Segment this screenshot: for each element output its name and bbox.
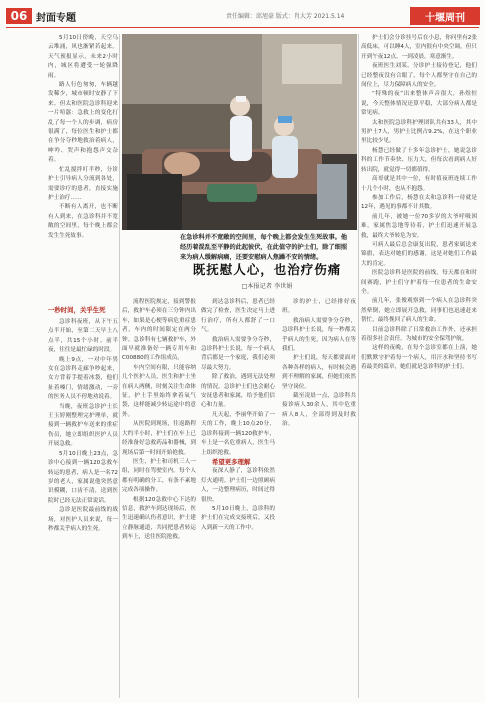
paragraph: 急诊科夜班，从下午五点半开始，至第二天早上八点半，共15个小时。前半夜，往往是最忙碌的时段。	[48, 319, 118, 354]
paragraph: 从医院到现场，往返路程大约半小时，护士们在车上已经准备好急救药品和器械，到现场后第一时间开始抢救。	[122, 421, 196, 456]
paragraph: 5月10日晚上，急诊科的护士们在完成交接班后，又投入到新一天的工作中。	[201, 505, 275, 531]
paragraph: 凡天起，李丽华开始了一天的工作，晚上10点20分，急诊科接到一辆120救护车，车上是一名危重病人，医生马上组织抢救。	[201, 411, 275, 456]
paragraph: 根据120急救中心下达的信息，救护车到达现场后，医生迅速确认伤者意识，护士建立静脉通道，共同把患者转运到车上，送往医院抢救。	[122, 496, 196, 541]
page-number: 06	[6, 8, 32, 24]
paragraph: 夜班医生刘某，分诊护士接待登记，他们已经整夜没有合眼了，每个人都坚守在自己的岗位上，尽力保障病人的安全。	[361, 63, 477, 89]
column-1-top	[48, 34, 118, 274]
subheading-one-second: 一秒时间，关乎生死	[48, 306, 106, 314]
paragraph: 诊的护士，已经排好夜班。	[282, 299, 356, 315]
paragraph: 车内空间有限，只能容纳几个医护人员，医生和护士坐在病人两侧，时刻关注生命体征，护士手里始终拿着氧气袋，这样能减少转运途中的意外。	[122, 364, 196, 418]
paragraph: 除了救治，遇到无法处理的情况，急诊护士们也会耐心安抚患者和家属，给予他们信心和力量。	[201, 374, 275, 409]
article-headline: 既抚慰人心，也治疗伤痛	[192, 262, 342, 277]
paragraph: 医院急诊科是医院的前线，每天都在和时间赛跑，护士们守护着每一位患者的生命安全。	[361, 270, 477, 295]
paragraph: 医生、护士和司机三人一组，同时在驾驶室内。每个人都有明确的分工，有条不紊地完成各项操作。	[122, 458, 196, 494]
brand-logo: 十堰周刊	[410, 7, 480, 25]
paragraph: 救治病人需要争分夺秒，急诊科护士长说，每一个病人背后都是一个家庭，我们必须尽最大努力。	[201, 336, 275, 371]
paragraph: 前几年，被她一位70多岁的大爷呼吸困难，家属焦急地等待着，护士们迅速开展急救，最终大爷转危为安。	[361, 213, 477, 239]
paragraph: 晚上9点，一对中年男女在急诊科走廊争吵起来，女方背着手提着冰袋，他们扯着嗓门，情绪激动，一旁的医务人员不停地劝说着。	[48, 356, 118, 401]
column-4	[282, 298, 356, 698]
paragraph: 5月10日晚上23点，急诊中心接到一辆120急救车转运的患者，病人是一名72岁的老人，家属说他突然意识模糊，口齿不清，送到医院时已经无法正常说话。	[48, 450, 118, 504]
paragraph: 流程医院规定，接到警报后，救护车必须在三分钟内出车，如果是心梗等病危重症患者，车内的时间限定在两分钟。急诊科有七辆救护车，外面早就准备好一辆专用车和C00880的工作组成员。	[122, 299, 196, 362]
column-5	[361, 34, 477, 698]
paragraph: 急诊是医院最前线的战场，对医护人员来说，每一秒都关乎病人的生死。	[48, 507, 118, 532]
column-divider	[119, 34, 120, 698]
paragraph: 当晚，夜班急诊护士长王玉婷刚整理完护理单，就接到一辆救护车送来的重症伤员，她立即组织医护人员开展急救。	[48, 403, 118, 448]
header-rule	[6, 27, 479, 28]
column-2	[122, 298, 196, 698]
photo-caption: 在急诊科并不宽敞的空间里，每个晚上都会发生生死故事。他经历着混乱至平静的此起彼伏，在此值守的护士们，除了细照来为病人缓解病痛，还要安慰病人焦躁不安的情绪。	[180, 234, 348, 261]
paragraph: 目前急诊科除了日常救治工作外，还承担着很多社会责任，为城市的安全保驾护航。	[361, 326, 477, 342]
paragraph: 忙乱搅拌叮半秒，分诊护士引导病人分流到各处，需要诊疗的患者，直接实施护士治疗……	[48, 166, 118, 201]
column-3	[201, 298, 275, 698]
paragraph: 5月10日傍晚，天空乌云堆涌，风也渐紧若起来。天气预报显示，未来2小时内，城区将遭受一轮强降雨。	[48, 35, 118, 79]
paragraph: 护士们说，每天都要面对各种各样的病人，有时候会遇到不理解的家属，但她们依然坚守岗位。	[282, 355, 356, 390]
paragraph: 到达急诊科后，患者已经做完了检查，医生决定马上进行治疗，所有人都舒了一口气。	[201, 299, 275, 334]
paragraph: 救治病人需要争分夺秒，急诊科护士长说，每一秒都关乎病人的生死，因为病人在等我们。	[282, 317, 356, 353]
paragraph: 护士们会分诊挂号后在小息，你问里有2张高低床，可以睡4人，室内很有中央空调，但只开到午夜12点，一到凌晨，寒意渐生。	[361, 35, 477, 60]
article-byline: □本报记者 李世娟	[241, 283, 293, 290]
paragraph: 高哥就是其中一位，有时值夜班连续工作十几个小时，也从不抱怨。	[361, 176, 477, 192]
paragraph: 不断有人离开，也不断有人到来，在急诊科并不宽敞的空间里，每个晚上都会发生生死故事。	[48, 204, 118, 239]
paragraph: 太和医院急诊科护理团队共有33人，其中男护士7人，男护士比例占9.2%，在这个职业里比较少见。	[361, 119, 477, 145]
paragraph: 夜深人静了，急诊科依然灯火通明。护士们一边照顾病人，一边整理病历，时间过得很快。	[201, 468, 275, 503]
editor-credits: 责任编辑：邱旭豪 版式：肖大芳 2021.5.14	[226, 13, 345, 20]
page-header	[0, 0, 485, 28]
paragraph: 截至凌晨一点，急诊科共接诊病人30余人，其中危重病人8人，全部得到及时救治。	[282, 393, 356, 428]
column-1-bottom	[48, 318, 118, 698]
column-divider	[358, 34, 359, 698]
paragraph: 路人行色匆匆，车辆越发稀少，城市顿时安静了下来。但太和医院急诊科迎来一片喧嚣：急救上的变化打乱了每一个人的步调，病房很满了，每位医生和护士都在争分夺秒地救治着病人，呻吟、哭声和抱怨声交杂着。	[48, 82, 118, 164]
paragraph: 这样的夜晚，在每个急诊室都在上演，她们默默守护着每一个病人，用汗水和坚持书写着最美的篇章，她们就是急诊科的护士们。	[361, 345, 477, 371]
paragraph: 参加工作后，杨慧在太和急诊科一待就是12年，遇见的事都不计其数。	[361, 194, 477, 211]
subheading-hope: 希望更多理解	[212, 457, 251, 466]
paragraph: 杨慧已经做了十多年急诊护士，她说急诊科的工作节奏快、压力大，但每次看到病人好转出院，就觉得一切都值得。	[361, 147, 477, 173]
news-photo	[122, 34, 357, 230]
paragraph: “特殊的夜”出来整体声音很大，孙煜恒说，今天整体情况还算平稳，大部分病人都是常见病。	[361, 91, 477, 117]
section-title: 封面专题	[36, 13, 76, 24]
photo-illustration	[122, 34, 357, 230]
paragraph: 可病人最后总会康复出院，患者家属送来锦旗，表达对她们的感谢，这是对她们工作最大的肯定。	[361, 241, 477, 267]
paragraph: 前几年，张俊观察到一个病人在急诊科突然晕倒，她立即展开急救，同事们也迅速赶来帮忙，最终挽回了病人的生命。	[361, 298, 477, 324]
